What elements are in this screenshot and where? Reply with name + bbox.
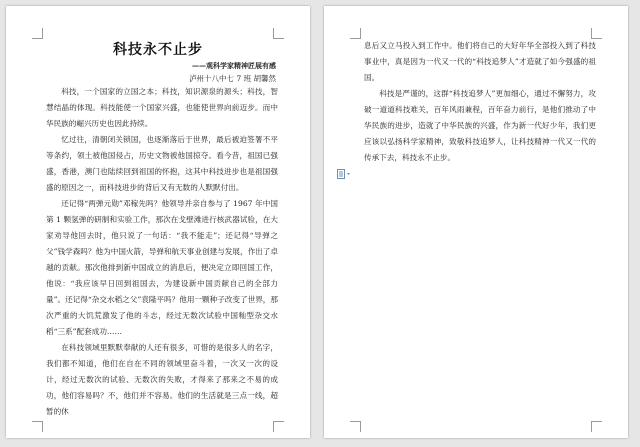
document-page-2: [324, 6, 628, 438]
document-page-1: [6, 6, 310, 438]
crop-mark: [273, 28, 284, 39]
document-subtitle[interactable]: ——观科学家精神匠展有感: [192, 61, 276, 70]
page-1-body[interactable]: [46, 84, 278, 424]
paragraph[interactable]: 在科技领域里默默奉献的人还有很多，可惜的是很多人的名字，我们都不知道，他们在自在不同的领域里奋斗着，一次又一次的设计，经过无数次的试验、无数次的失败，才得来了那来之不易的成功，他们容易吗？不，他们并不容易。他们的生活就是三点一线，超暂的休: [46, 343, 278, 416]
crop-mark: [350, 28, 361, 39]
page-2-body[interactable]: [364, 38, 596, 166]
paragraph[interactable]: 科技是严谨的，这群“科技追梦人”更加细心，通过不懈努力，攻破一道道科技难关，百年风雨兼程，百年奋力前行，是他们推动了中华民族的进步，造就了中华民族的兴盛，作为新一代好少年，我们更应该以弘扬科学家精神，致敬科技追梦人，让科技精神一代又一代的传承下去，科技永不止步。: [364, 89, 596, 162]
crop-mark: [591, 421, 602, 432]
crop-mark: [350, 421, 361, 432]
document-title[interactable]: 科技永不止步: [113, 42, 203, 58]
layout-options-icon[interactable]: [337, 169, 351, 182]
paragraph[interactable]: 科技，一个国家的立国之本；科技，知识源泉的源头；科技，智慧结晶的体现。科技能使一个国家兴盛，也能使世界向前迈步。而中华民族的崛兴历史也因此持续。: [46, 87, 278, 128]
crop-mark: [32, 421, 43, 432]
author-line[interactable]: 泸州十八中七 7 班 胡馨然: [189, 74, 276, 83]
paragraph[interactable]: 息后又立马投入到工作中。他们将自己的大好年华全部投入到了科技事业中，真是因为一代又一代的“科技追梦人”才造就了如今强盛的祖国。: [364, 41, 596, 82]
paragraph[interactable]: 忆过往，清朝闭关锁国，也逐渐落后于世界，最后被迫签署不平等条约，领土被他国侵占，历史文物被他国掠夺。看今昔，祖国已强盛，香港，澳门也陆续回到祖国的怀抱，这其中科技进步也是祖国强盛的原因之一，而科技进步的背后又有无数的人默默付出。: [46, 135, 278, 192]
paragraph[interactable]: 还记得“两弹元勋”邓稼先吗？他领导并亲自参与了 1967 年中国第 1 颗氢弹的研制和实验工作，那次在戈壁滩进行核武器试验，在大家劝导他回去时，他只说了一句话：“我不能走”；还记得“导弹之父”钱学森吗？他为中国火箭，导弹和航天事业创建与发展，作出了卓越的贡献。那次他排到新中国成立的消息后，便决定立即回国工作，他说：“我应该早日回到祖国去，为建设新中国贡献自己的全部力量”。还记得“杂交水稻之父”袁隆平吗？他用一颗种子改变了世界，那次严重的大饥荒激发了他的斗志，经过无数次试验中国籼型杂交水稻“三系”配套成功……: [46, 199, 278, 336]
crop-mark: [32, 28, 43, 39]
